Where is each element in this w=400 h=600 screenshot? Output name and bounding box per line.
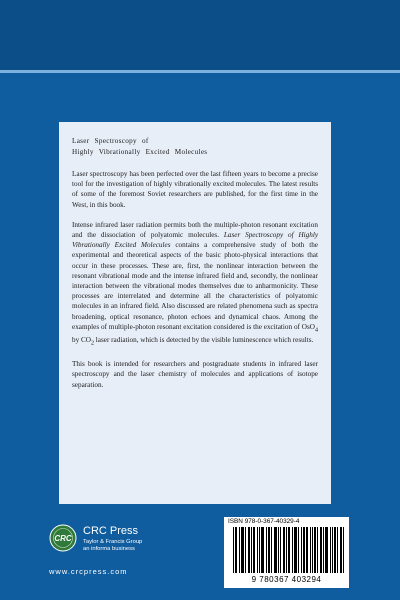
barcode-bar [283, 527, 284, 573]
description-paragraph-3: This book is intended for researchers and postgraduate students in infrared laser spectroscopy and the laser chemistry of molecules and applications of isotope separation. [72, 360, 318, 389]
barcode-bar [241, 527, 242, 573]
barcode-bar [334, 527, 335, 573]
paragraph-2-text-a: Intense infrared laser radiation permits both the multiple-photon resonant excitation and the dissociation of polyatomic molecules. [72, 220, 318, 240]
barcode-bar [268, 527, 269, 573]
barcode-bar [243, 527, 244, 573]
barcode-bar [259, 527, 260, 573]
barcode-bar [323, 527, 324, 573]
barcode-bar [261, 527, 262, 573]
barcode-bar [312, 527, 313, 573]
barcode-bar [235, 527, 236, 573]
barcode-bar [330, 527, 331, 573]
publisher-name: CRC Press [83, 525, 139, 537]
barcode-number: 9 780367 403294 [251, 575, 322, 584]
barcode-bar [271, 527, 272, 573]
barcode-bar [292, 527, 293, 573]
paragraph-2-book-title-italic: Laser Spectroscopy of Highly Vibrationally Excited Molecules [72, 231, 319, 250]
barcode-bar [280, 527, 281, 573]
paragraph-2-text-b: contains a comprehensive study of both the experimental and theoretical aspects of the basic photo-physical interactions that occur in these processes. These are, first, the nonlinear interaction between the resonant vibrational mode and the intense infrared field and, secondly, the nonlinear interaction between the vibrational modes themselves due to anharmonicity. These processes are interrelated and determine all the characteristics of polyatomic molecules in an infrared field. Also discussed are related phenomena such as spectra broadening, optical resonance, photon echoes and dynamical chaos. Among the examples of multiple-photon resonant excitation considered is the excitation of OsO [72, 241, 319, 331]
publisher-business: an informa business [83, 546, 135, 552]
barcode-bar [326, 527, 327, 573]
barcode-bar [253, 527, 254, 573]
crc-logo-icon [49, 524, 77, 552]
description-paragraph-1: Laser spectroscopy has been perfected over the last fifteen years to become a precise tool for the investigation of highly vibrationally excited molecules. The latest results of some of the foremost Soviet researchers are published, for the first time in the West, in this book. [72, 170, 318, 209]
barcode-bar [263, 527, 264, 573]
barcode-bar [269, 527, 270, 573]
book-title [72, 136, 318, 158]
barcode-bar [317, 527, 318, 573]
barcode-bar [276, 527, 277, 573]
barcode-bar [275, 527, 276, 573]
barcode-bar [304, 527, 305, 573]
barcode-bar [251, 527, 252, 573]
barcode-bar [288, 527, 289, 573]
barcode-bar [301, 527, 302, 573]
top-stripe [0, 70, 400, 73]
book-title-line-2: Highly Vibrationally Excited Molecules [72, 148, 208, 156]
barcode-bar [257, 527, 258, 573]
book-title-line-1: Laser Spectroscopy of [72, 137, 149, 145]
barcode-bar [296, 527, 297, 573]
publisher-logo [49, 524, 179, 584]
barcode-bar [248, 527, 249, 573]
barcode-bar [332, 527, 333, 573]
barcode-bar [343, 527, 344, 573]
barcode-bar [320, 527, 321, 573]
barcode-bar [306, 527, 307, 573]
barcode-bar [236, 527, 237, 573]
barcode-bar [266, 527, 267, 573]
publisher-group: Taylor & Francis Group [83, 539, 143, 545]
barcode-bar [294, 527, 295, 573]
barcode-bar [245, 527, 246, 573]
barcode-bar [249, 527, 250, 573]
logo-initials: CRC [54, 534, 72, 543]
barcode-bar [262, 527, 263, 573]
barcode-bar [274, 527, 275, 573]
barcode-bar [341, 527, 342, 573]
barcode-bar [295, 527, 296, 573]
barcode-bar [315, 527, 316, 573]
barcode-bar [337, 527, 338, 573]
top-band [0, 0, 400, 70]
barcode-bar [303, 527, 304, 573]
barcode-bar [340, 527, 341, 573]
barcode-bar [327, 527, 328, 573]
paragraph-2-text-c: by CO [72, 336, 91, 345]
subscript-4: 4 [315, 327, 318, 334]
description-paragraph-2 [72, 220, 318, 349]
barcode-bar [289, 527, 290, 573]
isbn-text: ISBN 978-0-367-40329-4 [228, 518, 300, 525]
barcode-bar [298, 527, 299, 573]
barcode-bar [233, 527, 234, 573]
barcode-bar [286, 527, 287, 573]
barcode-bar [242, 527, 243, 573]
barcode-bar [321, 527, 322, 573]
barcode-bar [335, 527, 336, 573]
barcode-bar [307, 527, 308, 573]
barcode-bar [314, 527, 315, 573]
barcode-bar [284, 527, 285, 573]
back-cover-text-panel [59, 122, 331, 504]
barcode-bar [310, 527, 311, 573]
subscript-2: 2 [90, 340, 94, 347]
barcode-bar [278, 527, 279, 573]
publisher-url: www.crcpress.com [49, 567, 128, 576]
barcode-bar [325, 527, 326, 573]
isbn-barcode [224, 517, 349, 588]
barcode-bar [239, 527, 240, 573]
barcode-bar [254, 527, 255, 573]
paragraph-2-text-d: laser radiation, which is detected by the visible luminescence which results. [93, 336, 314, 345]
